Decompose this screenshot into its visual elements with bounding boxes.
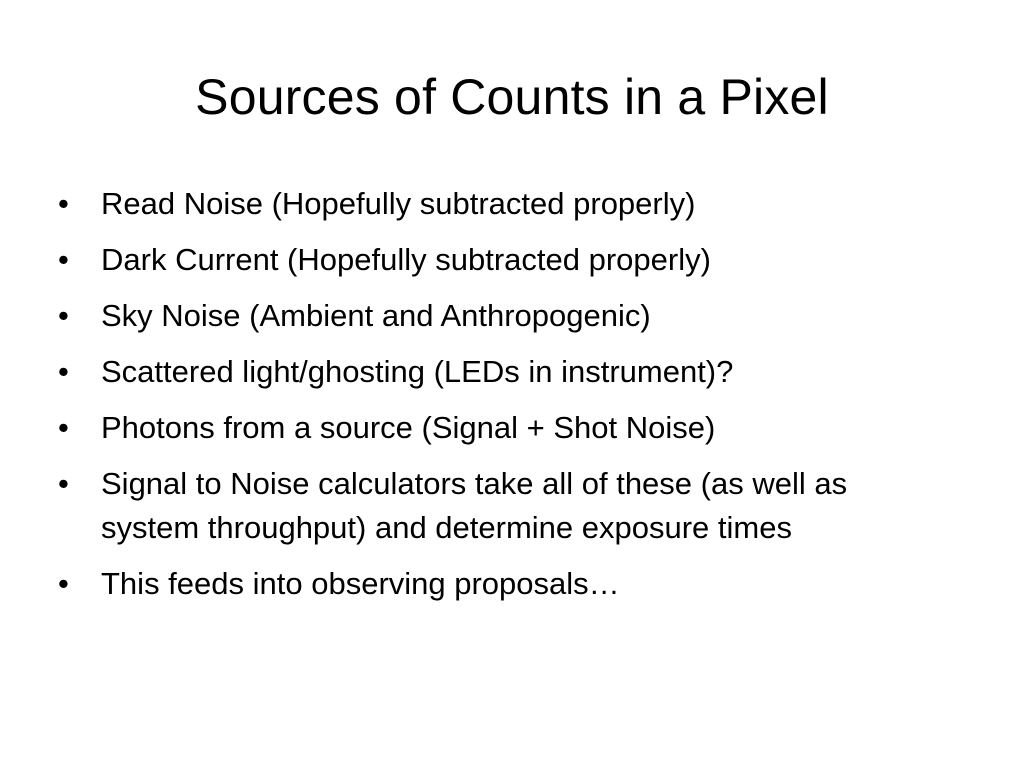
- bullet-icon: •: [58, 410, 69, 445]
- bullet-text: Signal to Noise calculators take all of these (as well as system throughput) and determine exposure times: [101, 466, 848, 545]
- bullet-icon: •: [58, 298, 69, 333]
- bullet-list: [58, 182, 938, 618]
- bullet-icon: •: [58, 242, 69, 277]
- list-item: [58, 562, 938, 606]
- bullet-text: Dark Current (Hopefully subtracted properly): [101, 242, 711, 277]
- list-item: [58, 406, 938, 450]
- bullet-text: Read Noise (Hopefully subtracted properly): [101, 186, 696, 221]
- list-item: [58, 182, 938, 226]
- bullet-text: Scattered light/ghosting (LEDs in instrument)?: [101, 354, 734, 389]
- list-item: [58, 462, 938, 550]
- bullet-icon: •: [58, 186, 69, 221]
- slide-title: Sources of Counts in a Pixel: [195, 69, 829, 125]
- bullet-icon: •: [58, 466, 69, 501]
- bullet-text: Photons from a source (Signal + Shot Noise): [101, 410, 716, 445]
- bullet-icon: •: [58, 354, 69, 389]
- bullet-text: Sky Noise (Ambient and Anthropogenic): [101, 298, 651, 333]
- bullet-text: This feeds into observing proposals…: [101, 566, 620, 601]
- list-item: [58, 238, 938, 282]
- list-item: [58, 294, 938, 338]
- list-item: [58, 350, 938, 394]
- bullet-icon: •: [58, 566, 69, 601]
